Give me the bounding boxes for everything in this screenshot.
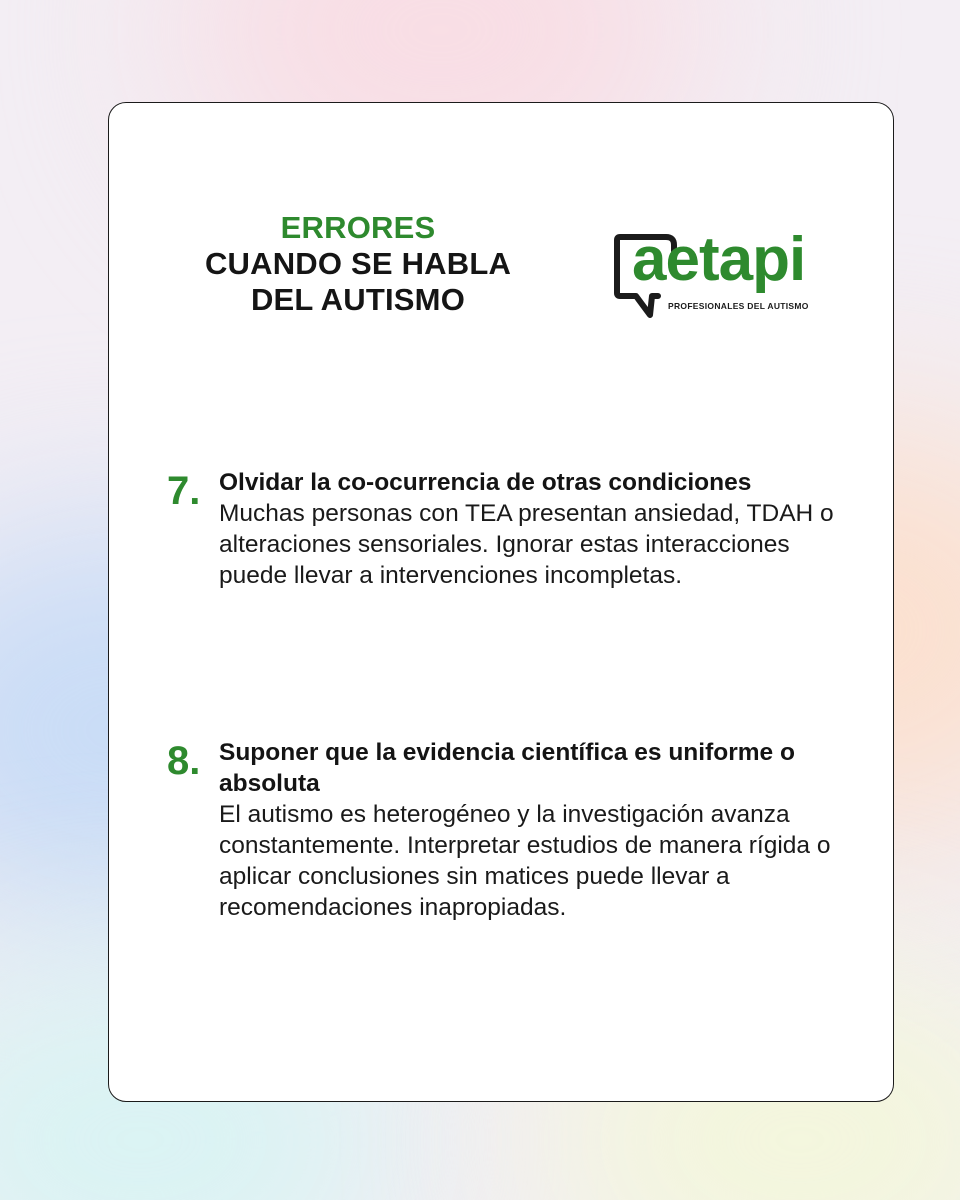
item-body: El autismo es heterogéneo y la investigación avanza constantemente. Interpretar estudios de manera rígida o aplicar conclusiones sin matices puede llevar a recomendaciones inapropiadas. <box>219 801 831 921</box>
item-heading: Olvidar la co-ocurrencia de otras condiciones <box>219 469 752 496</box>
page-title <box>193 210 523 318</box>
item-number: 7. <box>167 469 201 513</box>
item-content <box>219 467 839 591</box>
item-number: 8. <box>167 739 201 783</box>
item-body: Muchas personas con TEA presentan ansiedad, TDAH o alteraciones sensoriales. Ignorar estas interacciones puede llevar a intervenciones incompletas. <box>219 500 834 589</box>
aetapi-logo <box>614 225 824 321</box>
logo-tagline: PROFESIONALES DEL AUTISMO <box>668 301 809 311</box>
title-line: DEL AUTISMO <box>250 282 466 317</box>
title-accent: ERRORES <box>280 210 436 245</box>
title-line: CUANDO SE HABLA <box>204 246 512 281</box>
item-heading: Suponer que la evidencia científica es uniforme o absoluta <box>219 739 795 797</box>
item-content <box>219 737 839 923</box>
content-card <box>108 102 894 1102</box>
logo-wordmark: aetapi <box>632 225 806 294</box>
